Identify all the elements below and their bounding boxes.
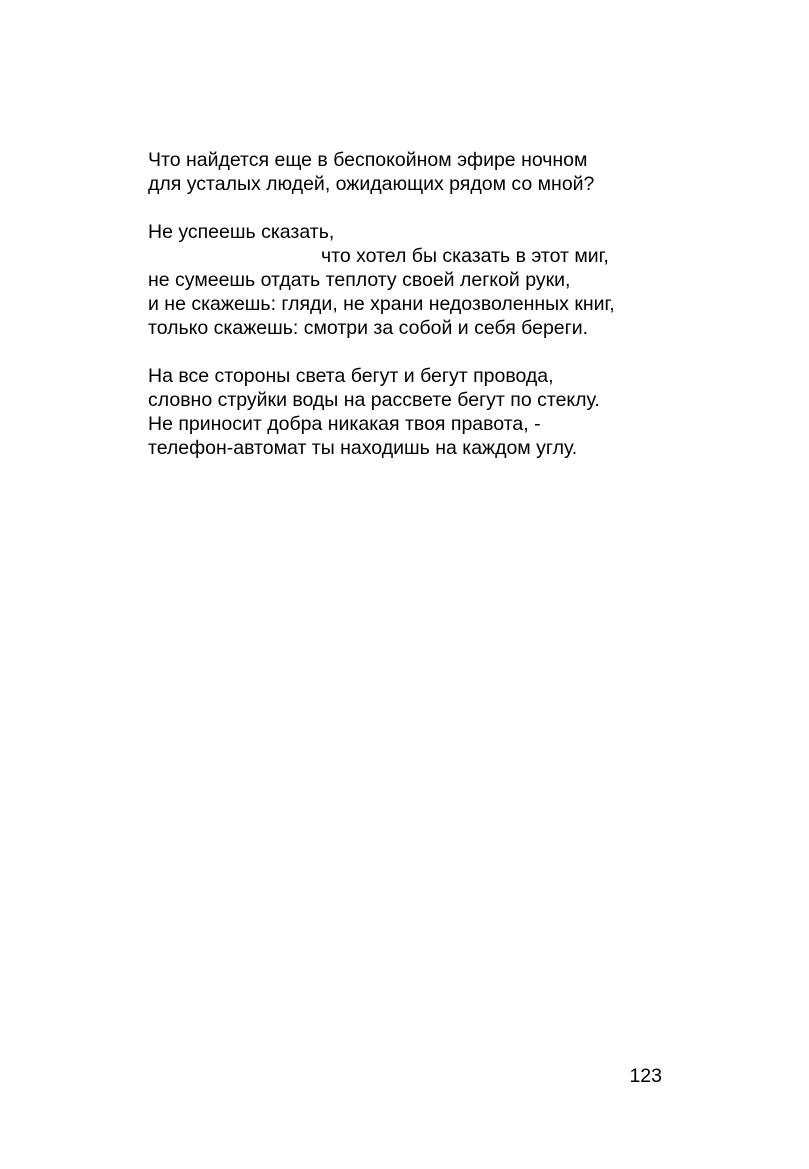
poem-line: не сумеешь отдать теплоту своей легкой руки, [148,269,571,291]
poem-line: телефон-автомат ты находишь на каждом углу. [148,437,578,459]
poem-line: Не приносит добра никакая твоя правота, - [148,413,541,435]
poem-line: словно струйки воды на рассвете бегут по стеклу. [148,389,600,411]
poem [148,148,708,484]
poem-line: Что найдется еще в беспокойном эфире ночном [148,149,588,171]
poem-line: для усталых людей, ожидающих рядом со мной? [148,173,595,195]
poem-line: Не успеешь сказать, [148,221,335,243]
poem-line: На все стороны света бегут и бегут провода, [148,365,554,387]
stanza-1 [148,148,708,196]
poem-line: только скажешь: смотри за собой и себя береги. [148,317,589,339]
page-number: 123 [629,1065,662,1087]
poem-line-indented: что хотел бы сказать в этот миг, [321,245,609,267]
stanza-2 [148,220,708,340]
poem-line: и не скажешь: гляди, не храни недозволенных книг, [148,293,615,315]
stanza-3 [148,364,708,460]
